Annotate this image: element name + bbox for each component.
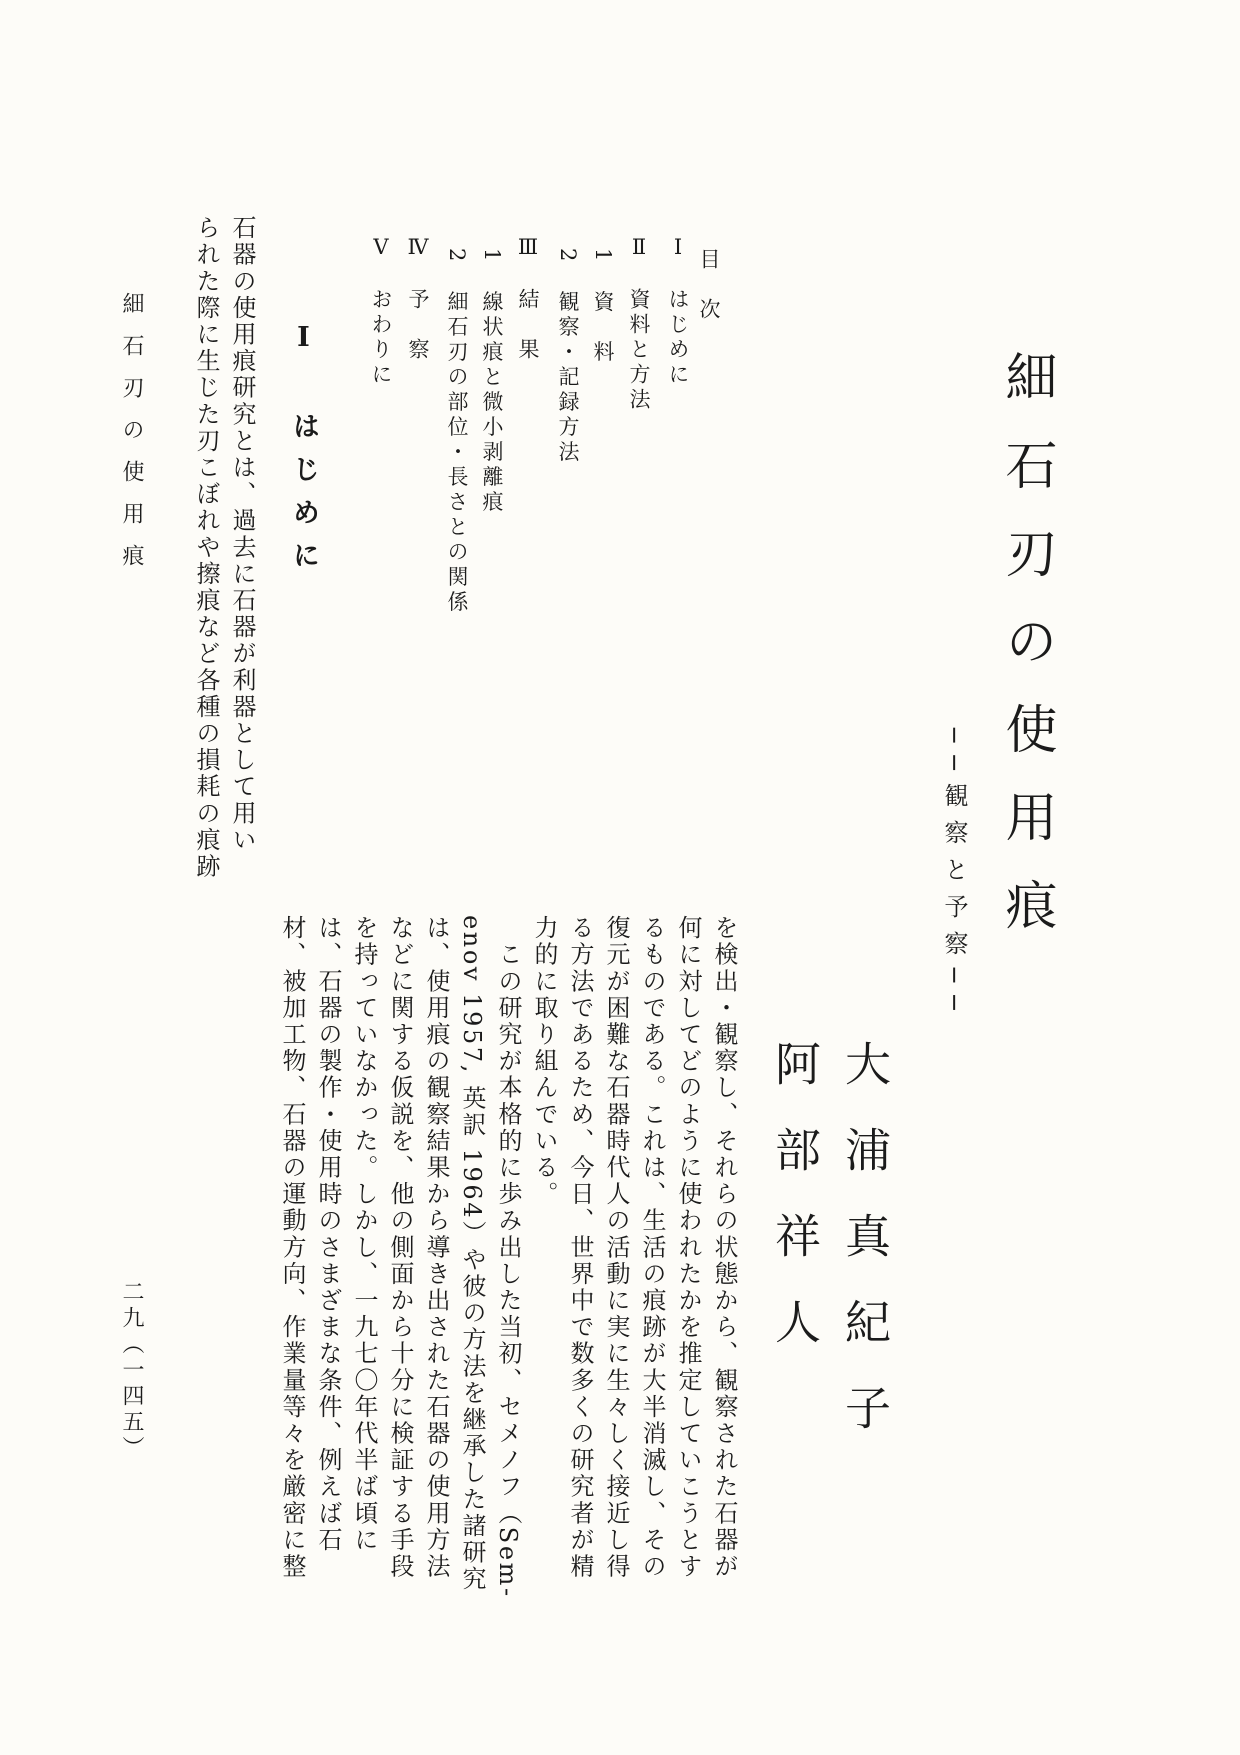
toc-item: Ⅳ 予 察 <box>406 235 430 363</box>
toc-subitem: 1 資 料 <box>591 248 615 366</box>
body-line: を持っていなかった。しかし、一九七〇年代半ば頃に <box>350 915 378 1554</box>
toc-item: Ⅴ おわりに <box>369 235 393 388</box>
author-name: 大浦真紀子 <box>838 1040 892 1470</box>
toc-item: Ⅱ 資料と方法 <box>627 235 651 413</box>
body-line: enov 1957, 英訳 1964）や彼の方法を継承した諸研究 <box>458 915 486 1593</box>
section-heading: Ⅰ はじめに <box>288 322 319 584</box>
author-name: 阿部祥人 <box>768 1040 822 1384</box>
body-line: るものである。これは、生活の痕跡が大半消滅し、その <box>638 915 666 1580</box>
body-line: は、石器の製作・使用時のさまざまな条件、例えば石 <box>314 915 342 1554</box>
body-line: などに関する仮説を、他の側面から十分に検証する手段 <box>386 915 414 1580</box>
toc-subitem: 1 線状痕と微小剥離痕 <box>480 248 504 516</box>
paper-title: 細石刃の使用痕 <box>996 350 1056 966</box>
body-line: る方法であるため、今日、世界中で数多くの研究者が精 <box>566 915 594 1580</box>
body-line: を検出・観察し、それらの状態から、観察された石器が <box>710 915 738 1580</box>
toc-subitem: 2 細石刃の部位・長さとの関係 <box>445 248 469 616</box>
body-line: 力的に取り組んでいる。 <box>530 915 558 1208</box>
body-line: られた際に生じた刃こぼれや擦痕など各種の損耗の痕跡 <box>192 215 220 880</box>
toc-heading: 目 次 <box>697 248 721 323</box>
paper-subtitle: ──観察と予察── <box>940 728 968 1023</box>
toc-item: Ⅰ はじめに <box>666 235 690 388</box>
toc-subitem: 2 観察・記録方法 <box>556 248 580 466</box>
running-head: 細石刃の使用痕 <box>119 292 144 586</box>
body-line: 材、被加工物、石器の運動方向、作業量等々を厳密に整 <box>278 915 306 1580</box>
body-line: 復元が困難な石器時代人の活動に実に生々しく接近し得 <box>602 915 630 1580</box>
page-number: 二九（一四五） <box>119 1280 144 1462</box>
body-line: この研究が本格的に歩み出した当初、セメノフ（Sem- <box>494 915 522 1599</box>
body-line: 何に対してどのように使われたかを推定していこうとす <box>674 915 702 1580</box>
body-line: は、使用痕の観察結果から導き出された石器の使用方法 <box>422 915 450 1580</box>
body-line: 石器の使用痕研究とは、過去に石器が利器として用い <box>228 215 256 854</box>
toc-item: Ⅲ 結 果 <box>516 235 540 363</box>
